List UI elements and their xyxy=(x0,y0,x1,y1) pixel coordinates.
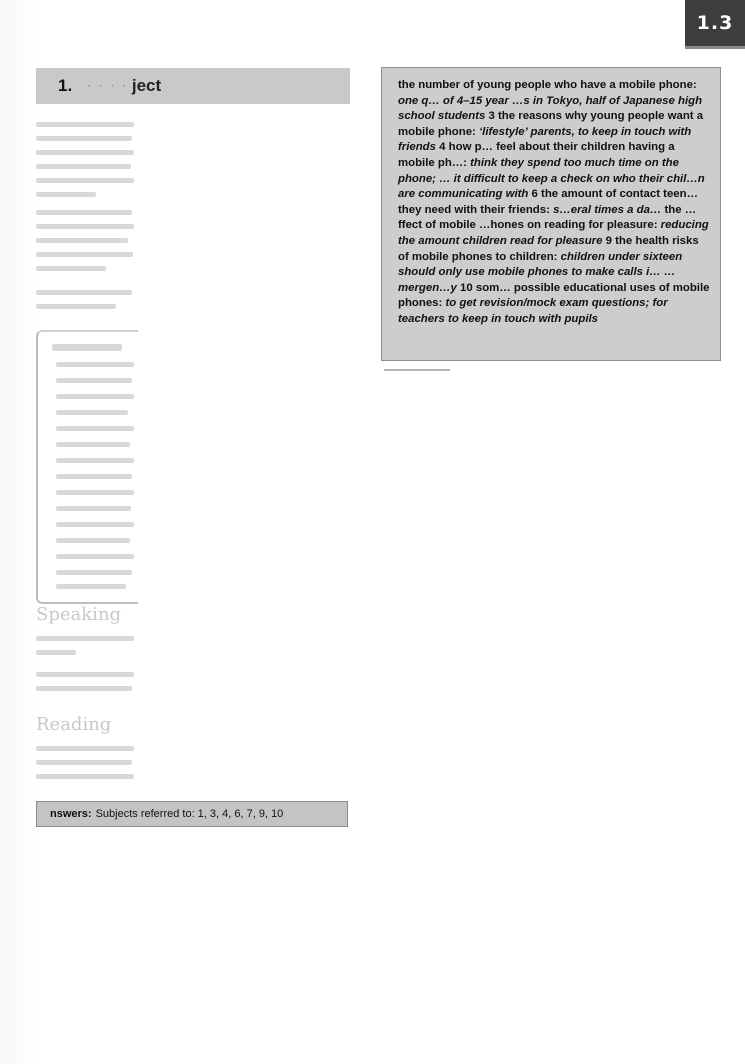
answer-run: ‘lifestyle’ parents, to keep in touch with friends xyxy=(398,125,692,154)
answer-run: one q… of 4–15 year …s in Tokyo, half of Japanese high school students xyxy=(398,94,703,123)
answer-run: s…eral times a da… xyxy=(553,203,665,216)
lesson-title-number: 1. xyxy=(58,76,73,95)
lesson-title-fragment: ject xyxy=(131,76,162,95)
lesson-title-faded: · · · · xyxy=(86,77,128,94)
answer-run: think they spend too much time on the phone; … it difficult to keep a check on who their chil…n are communicating with xyxy=(398,156,705,201)
answer-run: 10 xyxy=(460,281,476,294)
answer-key-box xyxy=(381,67,721,361)
answer-key-text xyxy=(398,78,710,328)
answer-run: 4 xyxy=(439,141,449,154)
section-tab-label: 1.3 xyxy=(696,12,734,34)
answer-run: 3 xyxy=(488,110,499,123)
answers-bar-text: Subjects referred to: 1, 3, 4, 6, 7, 9, 10 xyxy=(95,808,284,820)
answer-run: the amount of contact teen… they need with their friends: xyxy=(398,188,698,216)
answer-run: reducing the amount children read for pleasure xyxy=(398,219,709,247)
answer-run: 6 xyxy=(531,188,542,201)
lesson-title-bar xyxy=(36,68,350,104)
answers-bar xyxy=(36,801,348,827)
faded-text-box xyxy=(36,330,138,604)
answer-run: mobile phone: xyxy=(618,79,697,91)
answer-run: the …ffect of mobile …hones on reading for pleasure: xyxy=(398,203,697,232)
answer-run: som… possible educational uses of mobile phones: xyxy=(398,281,710,310)
answer-run: the reasons why young people want a mobile phone: xyxy=(398,110,704,138)
answers-bar-label: nswers: xyxy=(50,808,92,820)
answer-run: 9 xyxy=(605,234,616,247)
page-gutter xyxy=(0,0,36,1064)
section-tab xyxy=(685,0,745,46)
answer-run: to get revision/mock exam questions; for teachers to keep in touch with pupils xyxy=(398,297,668,325)
answer-run: the number of young people who have a xyxy=(398,79,619,91)
answer-run: how p… feel about their children having a mobile ph…: xyxy=(398,141,675,169)
answer-run: the health risks of mobile phones to children: xyxy=(398,234,699,263)
divider-rule xyxy=(384,369,450,371)
reading-heading: Reading xyxy=(36,714,112,735)
answer-run: children under sixteen should only use mobile phones to make calls i… …mergen…y xyxy=(398,250,683,294)
speaking-heading: Speaking xyxy=(36,604,122,625)
